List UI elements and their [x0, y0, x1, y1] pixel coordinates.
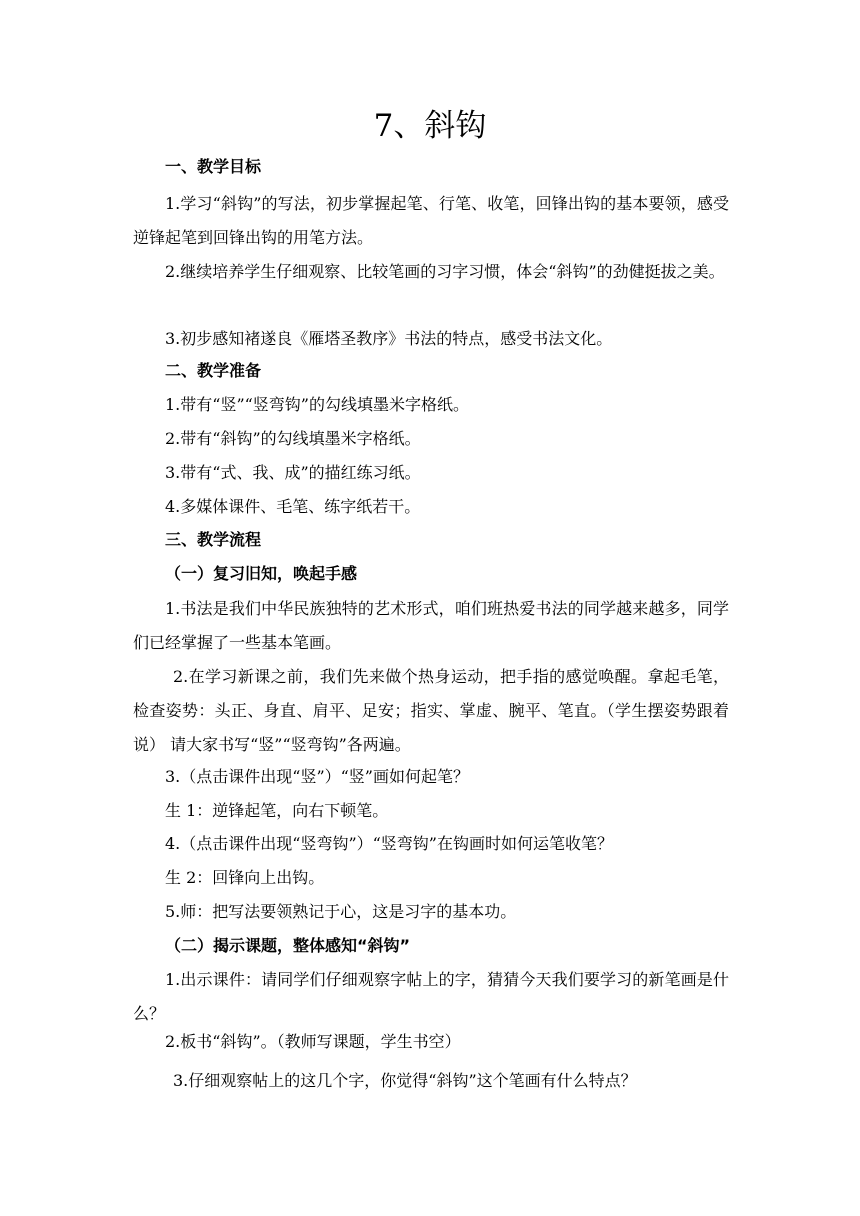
section-heading-goals: 一、教学目标: [165, 157, 262, 176]
topic-item-2: 2.板书“斜钩”。（教师写课题，学生书空）: [165, 1032, 461, 1051]
goal-item-1: 1.学习“斜钩”的写法，初步掌握起笔、行笔、收笔，回锋出钩的基本要领，感受逆锋起笔到回锋出钩的用笔方法。: [133, 194, 729, 247]
prep-item-3: 3.带有“式、我、成”的描红练习纸。: [165, 463, 421, 482]
topic-item-3: 3.仔细观察帖上的这几个字，你觉得“斜钩”这个笔画有什么特点？: [173, 1071, 637, 1090]
review-answer-1: 生 1：逆锋起笔，向右下顿笔。: [165, 801, 389, 820]
review-answer-2: 生 2：回锋向上出钩。: [165, 868, 325, 887]
review-item-2: 2.在学习新课之前，我们先来做个热身运动，把手指的感觉唤醒。拿起毛笔，检查姿势：头正、身直、肩平、足安；指实、掌虚、腕平、笔直。（学生摆姿势跟着说） 请大家书写“竖”“竖弯钩”各两遍。: [133, 667, 729, 754]
review-item-5: 5.师：把写法要领熟记于心，这是习字的基本功。: [165, 902, 517, 921]
section-heading-flow: 三、教学流程: [165, 530, 262, 549]
review-item-4: 4.（点击课件出现“竖弯钩”）“竖弯钩”在钩画时如何运笔收笔？: [165, 834, 613, 853]
prep-item-4: 4.多媒体课件、毛笔、练字纸若干。: [165, 497, 421, 516]
topic-item-1: 1.出示课件：请同学们仔细观察字帖上的字，猜猜今天我们要学习的新笔画是什么？: [133, 970, 729, 1023]
prep-item-1: 1.带有“竖”“竖弯钩”的勾线填墨米字格纸。: [165, 395, 469, 414]
review-item-1: 1.书法是我们中华民族独特的艺术形式，咱们班热爱书法的同学越来越多，同学们已经掌握了一些基本笔画。: [133, 599, 729, 652]
subsection-heading-topic: （二）揭示课题，整体感知“斜钩”: [165, 936, 411, 955]
goal-item-3: 3.初步感知褚遂良《雁塔圣教序》书法的特点，感受书法文化。: [165, 329, 613, 348]
page-title: 7、斜钩: [373, 108, 487, 144]
goal-item-2: 2.继续培养学生仔细观察、比较笔画的习字习惯，体会“斜钩”的劲健挺拔之美。: [165, 262, 725, 281]
review-item-3: 3.（点击课件出现“竖”）“竖”画如何起笔？: [165, 767, 469, 786]
subsection-heading-review: （一）复习旧知，唤起手感: [165, 564, 358, 583]
section-heading-prep: 二、教学准备: [165, 361, 262, 380]
prep-item-2: 2.带有“斜钩”的勾线填墨米字格纸。: [165, 429, 421, 448]
